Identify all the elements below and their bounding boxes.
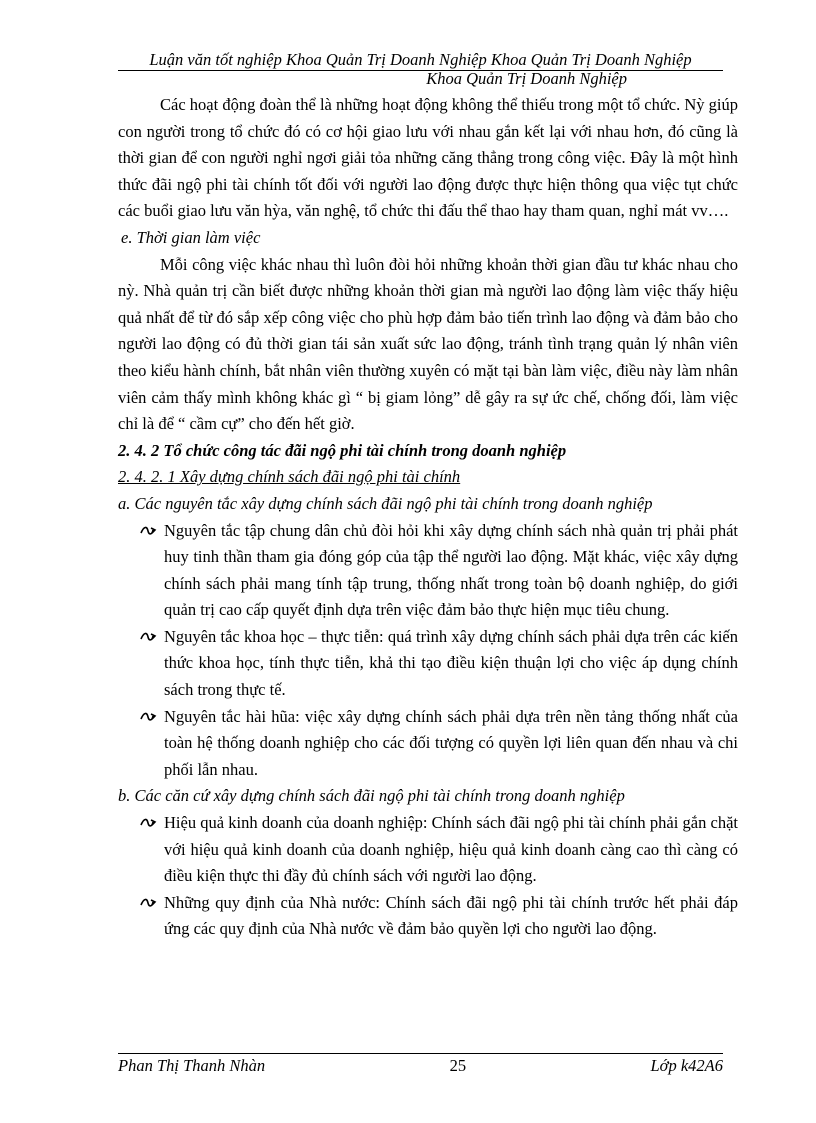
principles-list <box>118 518 738 784</box>
header-subtitle-line: Khoa Quản Trị Doanh Nghiệp <box>426 69 627 88</box>
list-item <box>118 810 738 890</box>
list-item-text: Nguyên tắc hài hũa: việc xây dựng chính sách phải dựa trên nền tảng thống nhất của toàn hệ thống doanh nghiệp cho các đối tượng có quyền lợi liên quan đến nhau và chi phối lẫn nhau. <box>164 706 738 779</box>
list-item <box>118 704 738 784</box>
curly-bullet-icon <box>140 710 158 724</box>
list-item <box>118 518 738 624</box>
paragraph-group-activities: Các hoạt động đoàn thể là những hoạt động không thể thiếu trong một tổ chức. Nỳ giúp con người trong tổ chức đó có cơ hội giao lưu với nhau gắn kết lại với nhau hơn, đó cũng là thời gian để con người nghỉ ngơi giải tỏa những căng thẳng trong công việc. Đây là một hình thức đãi ngộ phi tài chính tốt đối với người lao động được thực hiện thông qua việc tụt chức các buổi giao lưu văn hỳa, văn nghệ, tổ chức thi đấu thể thao hay tham quan, nghỉ mát vv…. <box>118 95 738 221</box>
curly-bullet-icon <box>140 524 158 538</box>
list-item-text: Nguyên tắc khoa học – thực tiễn: quá trình xây dựng chính sách phải dựa trên các kiến thức khoa học, tính thực tiễn, khả thi tạo điều kiện thuận lợi cho việc áp dụng chính sách trong thực tế. <box>164 626 738 700</box>
heading-working-time: e. Thời gian làm việc <box>121 227 261 247</box>
footer-class: Lớp k42A6 <box>650 1056 723 1075</box>
list-item-text: Nguyên tắc tập chung dân chủ đòi hỏi khi xây dựng chính sách nhà quản trị phải phát huy tinh thần tham gia đóng góp của tập thể người lao động. Mặt khác, việc xây dựng chính sách phải mang tính tập trung, thống nhất trong toàn bộ doanh nghiệp, do giới quản trị cao cấp quyết định dựa trên việc đảm bảo thực hiện mục tiêu chung. <box>164 520 738 620</box>
bases-list <box>118 810 738 943</box>
curly-bullet-icon <box>140 816 158 830</box>
footer-author: Phan Thị Thanh Nhàn <box>118 1056 266 1075</box>
list-item-text: Hiệu quả kinh doanh của doanh nghiệp: Chính sách đãi ngộ phi tài chính phải gắn chặt với hiệu quả kinh doanh của doanh nghiệp, hiệu quả kinh doanh càng cao thì càng có điều kiện thực thi đầy đủ chính sách với người lao động. <box>164 813 738 886</box>
page-footer <box>118 1056 723 1076</box>
footer-divider <box>118 1053 723 1054</box>
header-title-line: Luận văn tốt nghiệp Khoa Quản Trị Doanh Nghiệp Khoa Quản Trị Doanh Nghiệp <box>149 50 692 69</box>
page-header <box>118 50 723 88</box>
paragraph-working-time: Mỗi công việc khác nhau thì luôn đòi hỏi những khoản thời gian đầu tư khác nhau cho nỳ. Nhà quản trị cần biết được những khoản thời gian mà người lao động làm việc thấy hiệu quả nhất để từ đó sắp xếp công việc cho phù hợp đảm bảo tiến trình lao động và đảm bảo cho người lao động có đủ thời gian tái sản xuất sức lao động, tránh tình trạng quản lý nhân viên theo kiểu hành chính, bắt nhân viên thường xuyên có mặt tại bàn làm việc, điều này làm nhân viên cảm thấy mình không khác gì “ bị giam lỏng” dễ gây ra sự ức chế, chống đối, làm việc chỉ là để “ cầm cự” cho đến hết giờ. <box>118 254 738 434</box>
heading-principles: a. Các nguyên tắc xây dựng chính sách đãi ngộ phi tài chính trong doanh nghiệp <box>118 493 653 513</box>
header-divider <box>118 70 723 71</box>
list-item-text: Những quy định của Nhà nước: Chính sách đãi ngộ phi tài chính trước hết phải đáp ứng các quy định của Nhà nước về đảm bảo quyền lợi cho người lao động. <box>164 892 738 939</box>
section-heading: 2. 4. 2 Tổ chức công tác đãi ngộ phi tài chính trong doanh nghiệp <box>118 440 567 460</box>
page-body <box>118 92 738 943</box>
list-item <box>118 890 738 943</box>
heading-bases: b. Các căn cứ xây dựng chính sách đãi ngộ phi tài chính trong doanh nghiệp <box>118 786 625 806</box>
subsection-heading: 2. 4. 2. 1 Xây dựng chính sách đãi ngộ phi tài chính <box>118 467 461 487</box>
list-item <box>118 624 738 704</box>
page-number: 25 <box>449 1056 467 1075</box>
curly-bullet-icon <box>140 896 158 910</box>
curly-bullet-icon <box>140 630 158 644</box>
